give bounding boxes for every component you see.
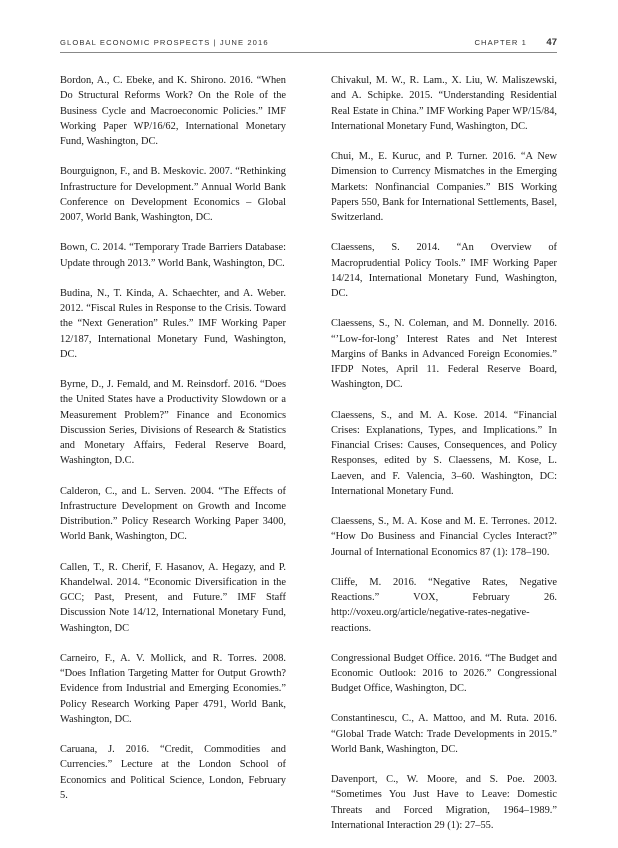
report-title: GLOBAL ECONOMIC PROSPECTS | JUNE 2016	[60, 38, 269, 47]
references-left-column	[60, 73, 286, 818]
reference-entry: Claessens, S. 2014. “An Overview of Macroprudential Policy Tools.” IMF Working Paper 14/214, International Monetary Fund, Washington, DC.	[331, 242, 557, 300]
reference-entry: Budina, N., T. Kinda, A. Schaechter, and A. Weber. 2012. “Fiscal Rules in Response to the Crisis. Toward the “Next Generation” Rules.” IMF Working Paper 12/187, International Monetary Fund, Washington, DC.	[60, 287, 286, 360]
page-number: 47	[546, 37, 557, 48]
header-rule	[60, 52, 557, 53]
reference-entry: Byrne, D., J. Femald, and M. Reinsdorf. 2016. “Does the United States have a Productivity Slowdown or a Measurement Problem?” Finance and Economics Discussion Series, Divisions of Research & Statistics and Monetary Affairs, Federal Reserve Board, Washington, D.C.	[60, 378, 286, 467]
reference-entry: Davenport, C., W. Moore, and S. Poe. 2003. “Sometimes You Just Have to Leave: Domestic Threats and Forced Migration, 1964–1989.” International Interaction 29 (1): 27–55.	[331, 774, 557, 832]
reference-entry: Chivakul, M. W., R. Lam., X. Liu, W. Maliszewski, and A. Schipke. 2015. “Understanding Residential Real Estate in China.” IMF Working Paper WP/15/84, International Monetary Fund, Washington, DC.	[331, 75, 557, 132]
reference-entry: Bown, C. 2014. “Temporary Trade Barriers Database: Update through 2013.” World Bank, Washington, DC.	[60, 242, 286, 269]
chapter-label: CHAPTER 1	[474, 38, 527, 47]
reference-entry: Chui, M., E. Kuruc, and P. Turner. 2016. “A New Dimension to Currency Mismatches in the Emerging Markets: Nonfinancial Companies.” BIS Working Papers 550, Bank for International Settlements, Basel, Switzerland.	[331, 150, 557, 224]
references-right-column	[331, 73, 557, 848]
reference-entry: Claessens, S., N. Coleman, and M. Donnelly. 2016. “’Low-for-long’ Interest Rates and Net Interest Margins of Banks in Advanced Foreign Economies.” IFDP Notes, April 11. Federal Reserve Board, Washington, DC.	[331, 318, 557, 391]
reference-entry: Caruana, J. 2016. “Credit, Commodities and Currencies.” Lecture at the London School of Economics and Political Science, London, February 5.	[60, 744, 286, 801]
reference-entry: Claessens, S., and M. A. Kose. 2014. “Financial Crises: Explanations, Types, and Implications.” In Financial Crises: Causes, Consequences, and Policy Responses, edited by S. Claessens, M. Kose, L. Laeven, and F. Valencia, 3–60. Washington, DC: International Monetary Fund.	[331, 409, 557, 498]
reference-entry: Claessens, S., M. A. Kose and M. E. Terrones. 2012. “How Do Business and Financial Cycles Interact?” Journal of International Economics 87 (1): 178–190.	[331, 516, 557, 558]
reference-entry: Calderon, C., and L. Serven. 2004. “The Effects of Infrastructure Development on Growth and Income Distribution.” Policy Research Working Paper 3400, World Bank, Washington, DC.	[60, 485, 286, 543]
reference-entry: Congressional Budget Office. 2016. “The Budget and Economic Outlook: 2016 to 2026.” Congressional Budget Office, Washington, DC.	[331, 652, 557, 695]
reference-entry: Constantinescu, C., A. Mattoo, and M. Ruta. 2016. “Global Trade Watch: Trade Developments in 2015.” World Bank, Washington, DC.	[331, 713, 557, 756]
reference-entry: Callen, T., R. Cherif, F. Hasanov, A. Hegazy, and P. Khandelwal. 2014. “Economic Diversification in the GCC; Past, Present, and Future.” IMF Staff Discussion Note 14/12, International Monetary Fund, Washington, DC	[60, 561, 286, 634]
reference-entry: Bordon, A., C. Ebeke, and K. Shirono. 2016. “When Do Structural Reforms Work? On the Role of the Business Cycle and Macroeconomic Policies.” IMF Working Paper WP/16/62, International Monetary Fund, Washington, DC.	[60, 75, 286, 148]
running-header	[60, 38, 557, 52]
reference-entry: Carneiro, F., A. V. Mollick, and R. Torres. 2008. “Does Inflation Targeting Matter for Output Growth? Evidence from Industrial and Emerging Economies.” Policy Research Working Paper 4791, World Bank, Washington, DC.	[60, 652, 286, 725]
reference-entry: Bourguignon, F., and B. Meskovic. 2007. “Rethinking Infrastructure for Development.” Annual World Bank Conference on Development Economics – Global 2007, World Bank, Washington, DC.	[60, 166, 286, 224]
reference-entry: Cliffe, M. 2016. “Negative Rates, Negative Reactions.” VOX, February 26. http://voxeu.org/article/negative-rates-negative-reactions.	[331, 576, 557, 634]
